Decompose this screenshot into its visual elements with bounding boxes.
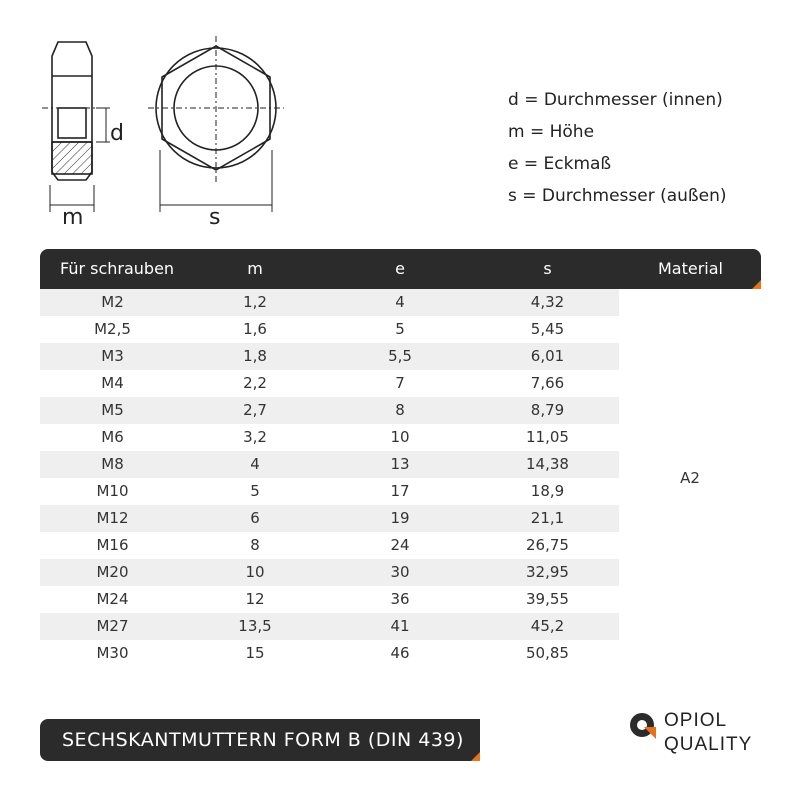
logo-icon (628, 711, 660, 743)
table-body (40, 289, 761, 667)
cell-s: 11,05 (526, 428, 569, 446)
legend-item-d: d = Durchmesser (innen) (508, 90, 723, 110)
cell-screw-size: M20 (96, 563, 129, 581)
cell-m: 10 (245, 563, 265, 581)
cell-m: 13,5 (238, 617, 272, 635)
cell-m: 5 (250, 482, 260, 500)
cell-s: 32,95 (526, 563, 569, 581)
cell-s: 18,9 (530, 482, 565, 500)
cell-screw-size: M12 (96, 509, 129, 527)
cell-m: 15 (245, 644, 265, 662)
logo-text (664, 709, 752, 757)
cell-m: 8 (250, 536, 260, 554)
cell-m: 1,2 (243, 293, 267, 311)
cell-s: 14,38 (526, 455, 569, 473)
cell-screw-size: M6 (101, 428, 124, 446)
legend (508, 84, 727, 212)
brand-logo (628, 707, 768, 767)
header-e: e (395, 259, 405, 278)
cell-m: 12 (245, 590, 265, 608)
cell-s: 6,01 (530, 347, 565, 365)
cell-e: 46 (390, 644, 410, 662)
header-s: s (543, 259, 552, 278)
cell-e: 41 (390, 617, 410, 635)
dimension-table (40, 249, 761, 667)
cell-screw-size: M16 (96, 536, 129, 554)
cell-screw-size: M2,5 (94, 320, 131, 338)
header-accent-corner (752, 280, 761, 289)
cell-s: 7,66 (530, 374, 565, 392)
cell-s: 26,75 (526, 536, 569, 554)
product-title-bar (40, 719, 480, 761)
header-fuer-schrauben: Für schrauben (60, 259, 175, 278)
cell-screw-size: M24 (96, 590, 129, 608)
product-title: SECHSKANTMUTTERN FORM B (DIN 439) (62, 729, 464, 751)
legend-item-m: m = Höhe (508, 122, 595, 142)
table-header (40, 249, 761, 289)
cell-e: 5 (395, 320, 405, 338)
cell-e: 8 (395, 401, 405, 419)
cell-m: 2,7 (243, 401, 267, 419)
cell-screw-size: M2 (101, 293, 124, 311)
cell-m: 6 (250, 509, 260, 527)
material-value: A2 (619, 289, 761, 667)
cell-s: 8,79 (530, 401, 565, 419)
m-dimension-label: m (62, 205, 84, 230)
cell-screw-size: M8 (101, 455, 124, 473)
cell-e: 17 (390, 482, 410, 500)
cell-m: 1,8 (243, 347, 267, 365)
legend-item-s: s = Durchmesser (außen) (508, 186, 727, 206)
title-accent-corner (471, 752, 480, 761)
cell-screw-size: M4 (101, 374, 124, 392)
cell-m: 1,6 (243, 320, 267, 338)
technical-drawing (30, 30, 300, 230)
cell-s: 50,85 (526, 644, 569, 662)
cell-e: 19 (390, 509, 410, 527)
cell-s: 21,1 (530, 509, 565, 527)
cell-e: 4 (395, 293, 405, 311)
cell-screw-size: M5 (101, 401, 124, 419)
cell-m: 3,2 (243, 428, 267, 446)
d-dimension-label: d (110, 121, 124, 146)
side-view (42, 42, 110, 212)
cell-s: 39,55 (526, 590, 569, 608)
cell-s: 45,2 (530, 617, 565, 635)
logo-line-2: QUALITY (664, 734, 753, 755)
cell-m: 2,2 (243, 374, 267, 392)
cell-e: 7 (395, 374, 405, 392)
cell-screw-size: M27 (96, 617, 129, 635)
cell-s: 5,45 (530, 320, 565, 338)
logo-line-1: OPIOL (664, 710, 728, 731)
header-m: m (247, 259, 263, 278)
cell-screw-size: M10 (96, 482, 129, 500)
cell-m: 4 (250, 455, 260, 473)
cell-e: 24 (390, 536, 410, 554)
nut-drawings-svg (30, 30, 300, 230)
cell-e: 13 (390, 455, 410, 473)
s-dimension-label: s (209, 205, 221, 230)
cell-s: 4,32 (530, 293, 565, 311)
cell-e: 5,5 (388, 347, 412, 365)
cell-e: 36 (390, 590, 410, 608)
top-view (148, 36, 284, 212)
cell-screw-size: M3 (101, 347, 124, 365)
header-material: Material (658, 259, 723, 278)
cell-e: 30 (390, 563, 410, 581)
cell-e: 10 (390, 428, 410, 446)
legend-item-e: e = Eckmaß (508, 154, 612, 174)
cell-screw-size: M30 (96, 644, 129, 662)
